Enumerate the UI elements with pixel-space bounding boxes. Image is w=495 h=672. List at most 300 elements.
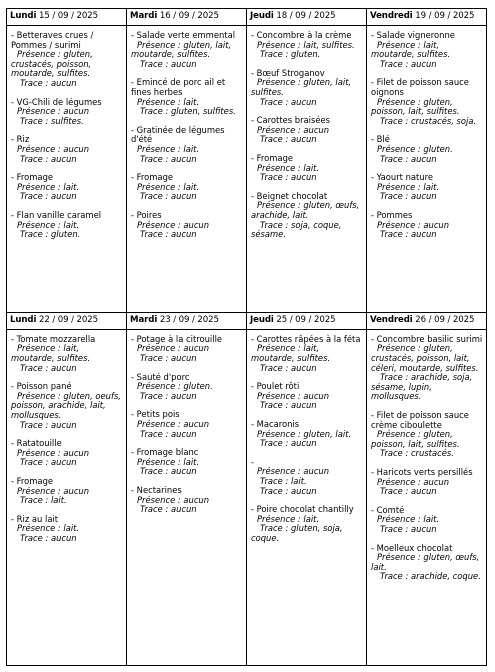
presence-label: Présence :: [377, 39, 421, 50]
dish-name: - Carottes braisées: [251, 115, 331, 126]
allergen-presence: [371, 430, 483, 449]
menu-item: [251, 154, 363, 183]
menu-item: [131, 410, 243, 439]
trace-value: aucun: [410, 58, 437, 69]
presence-value: lait, moutarde, sulfites.: [371, 39, 451, 60]
allergen-trace: [131, 505, 243, 515]
presence-label: Présence :: [257, 513, 301, 524]
menu-item: [251, 505, 363, 543]
trace-value: aucun: [50, 191, 77, 202]
menu-item: [371, 544, 483, 582]
trace-label: Trace :: [260, 96, 289, 107]
presence-value: gluten, crustacés, poisson, moutarde, sulfites.: [11, 49, 93, 79]
menu-item: [371, 173, 483, 202]
allergen-trace: [131, 155, 243, 165]
trace-label: Trace :: [20, 153, 49, 164]
presence-value: gluten, lait, sulfites.: [251, 77, 352, 97]
trace-value: aucun: [290, 485, 317, 496]
allergen-trace: [11, 155, 123, 165]
presence-value: gluten, lait.: [303, 428, 352, 439]
trace-value: aucun: [290, 172, 317, 183]
menu-item: [11, 477, 123, 506]
trace-value: sulfites.: [50, 115, 84, 126]
allergen-trace: [371, 230, 483, 240]
presence-value: lait.: [63, 181, 80, 192]
trace-label: Trace :: [20, 229, 49, 240]
allergen-presence: [251, 78, 363, 97]
trace-label: Trace :: [380, 448, 409, 459]
trace-label: Trace :: [140, 191, 169, 202]
presence-label: Présence :: [257, 39, 301, 50]
trace-label: Trace :: [380, 153, 409, 164]
trace-value: crustacés.: [410, 448, 454, 459]
allergen-trace: [11, 496, 123, 506]
dish-name: - Concombre à la crème: [251, 30, 352, 40]
dish-name: - Poire chocolat chantilly: [251, 504, 354, 515]
dish-name: - Concombre basilic surimi: [371, 333, 483, 344]
presence-label: Présence :: [257, 343, 301, 354]
presence-value: gluten, crustacés, poisson, lait, céleri, moutarde, sulfites.: [371, 343, 479, 373]
trace-value: aucun: [170, 428, 197, 439]
presence-value: lait.: [423, 514, 440, 525]
week-header-row: [7, 9, 487, 26]
weekday-label: Mardi: [130, 314, 158, 325]
trace-label: Trace :: [260, 172, 289, 183]
trace-value: aucun: [170, 191, 197, 202]
day-menu-cell: [7, 26, 127, 313]
trace-label: Trace :: [380, 58, 409, 69]
menu-item: [11, 173, 123, 202]
menu-item: [371, 506, 483, 535]
dish-name: - Riz: [11, 134, 30, 145]
allergen-trace: [11, 117, 123, 127]
menu-item: [131, 335, 243, 364]
trace-label: Trace :: [20, 115, 49, 126]
presence-label: Présence :: [17, 343, 61, 354]
allergen-trace: [251, 50, 363, 60]
trace-label: Trace :: [140, 229, 169, 240]
date-label: 23 / 09 / 2025: [159, 314, 219, 325]
allergen-trace: [131, 60, 243, 70]
trace-label: Trace :: [260, 400, 289, 411]
dish-name: -: [251, 456, 255, 467]
presence-value: lait.: [303, 162, 320, 173]
trace-label: Trace :: [260, 438, 289, 449]
trace-label: Trace :: [260, 523, 289, 534]
dish-name: - Potage à la citrouille: [131, 333, 223, 344]
presence-value: aucun: [303, 124, 330, 135]
menu-item: [251, 31, 363, 60]
dish-name: - Yaourt nature: [371, 172, 434, 183]
allergen-trace: [251, 135, 363, 145]
allergen-presence: [371, 41, 483, 60]
dish-name: - Gratinée de légumes d'été: [131, 124, 225, 145]
presence-label: Présence :: [17, 143, 61, 154]
dish-name: - Poires: [131, 209, 162, 220]
trace-label: Trace :: [140, 466, 169, 477]
trace-value: crustacés, soja.: [410, 115, 477, 126]
allergen-trace: [371, 117, 483, 127]
trace-value: gluten, soja, coque.: [251, 523, 343, 543]
menu-item: [131, 373, 243, 402]
trace-value: aucun: [410, 153, 437, 164]
allergen-trace: [11, 79, 123, 89]
dish-name: - Salade verte emmental: [131, 30, 236, 40]
presence-value: lait.: [423, 181, 440, 192]
menu-item: [371, 468, 483, 497]
trace-label: Trace :: [380, 191, 409, 202]
allergen-trace: [251, 401, 363, 411]
date-label: 19 / 09 / 2025: [415, 11, 475, 21]
trace-label: Trace :: [380, 229, 409, 240]
day-header: [7, 312, 127, 329]
trace-label: Trace :: [380, 523, 409, 534]
allergen-presence: [371, 553, 483, 572]
menu-item: [371, 411, 483, 459]
presence-label: Présence :: [137, 419, 181, 430]
presence-value: aucun: [183, 494, 210, 505]
day-header: [127, 9, 247, 26]
allergen-trace: [131, 430, 243, 440]
presence-value: lait.: [183, 143, 200, 154]
dish-name: - Nectarines: [131, 485, 182, 496]
allergen-trace: [11, 534, 123, 544]
menu-item: [11, 515, 123, 544]
menu-item: [251, 382, 363, 411]
allergen-trace: [251, 439, 363, 449]
menu-item: [371, 135, 483, 164]
weekday-label: Vendredi: [370, 11, 413, 21]
dish-name: - Poisson pané: [11, 381, 72, 392]
weekday-label: Jeudi: [250, 11, 274, 21]
day-header: [367, 312, 487, 329]
day-header: [127, 312, 247, 329]
presence-value: gluten, œufs, lait.: [371, 552, 480, 572]
presence-label: Présence :: [137, 494, 181, 505]
presence-value: aucun: [63, 447, 90, 458]
trace-value: aucun: [50, 362, 77, 373]
trace-label: Trace :: [140, 153, 169, 164]
trace-value: aucun: [290, 96, 317, 107]
allergen-presence: [371, 98, 483, 117]
menu-item: [11, 98, 123, 127]
menu-item: [251, 458, 363, 496]
presence-label: Présence :: [137, 143, 181, 154]
presence-label: Présence :: [137, 343, 181, 354]
allergen-trace: [131, 354, 243, 364]
menu-item: [131, 78, 243, 116]
trace-value: aucun: [50, 419, 77, 430]
trace-value: aucun: [170, 153, 197, 164]
menu-item: [251, 335, 363, 373]
trace-label: Trace :: [260, 476, 289, 487]
menu-item: [131, 173, 243, 202]
allergen-trace: [251, 487, 363, 497]
presence-value: lait.: [183, 96, 200, 107]
dish-name: - Beignet chocolat: [251, 190, 328, 201]
dish-name: - Fromage blanc: [131, 447, 199, 458]
dish-name: - Macaronis: [251, 419, 300, 430]
menu-item: [131, 448, 243, 477]
trace-label: Trace :: [20, 77, 49, 88]
allergen-trace: [131, 392, 243, 402]
menu-item: [131, 211, 243, 240]
presence-label: Présence :: [377, 429, 421, 440]
dish-name: - Poulet rôti: [251, 381, 300, 392]
dish-name: - Riz au lait: [11, 513, 59, 524]
dish-name: - Fromage: [11, 476, 54, 487]
trace-label: Trace :: [20, 419, 49, 430]
menu-item: [131, 126, 243, 164]
dish-name: - Betteraves crues / Pommes / surimi: [11, 30, 94, 50]
date-label: 26 / 09 / 2025: [415, 314, 475, 325]
dish-name: - Filet de poisson sauce oignons: [371, 77, 469, 97]
day-menu-cell: [127, 329, 247, 665]
presence-label: Présence :: [377, 96, 421, 107]
menu-item: [11, 439, 123, 468]
presence-value: aucun: [63, 485, 90, 496]
allergen-presence: [251, 344, 363, 363]
allergen-presence: [251, 201, 363, 220]
allergen-trace: [11, 458, 123, 468]
day-header: [247, 312, 367, 329]
presence-value: lait.: [183, 181, 200, 192]
week-header-row: [7, 312, 487, 329]
menu-item: [251, 192, 363, 240]
menu-item: [371, 211, 483, 240]
allergen-trace: [131, 192, 243, 202]
presence-label: Présence :: [377, 343, 421, 354]
menu-item: [131, 486, 243, 515]
dish-name: - Emincé de porc ail et fines herbes: [131, 77, 226, 97]
presence-label: Présence :: [257, 77, 301, 88]
trace-label: Trace :: [380, 115, 409, 126]
trace-value: aucun: [50, 457, 77, 468]
presence-label: Présence :: [257, 124, 301, 135]
presence-value: lait, moutarde, sulfites.: [251, 343, 331, 364]
dish-name: - Filet de poisson sauce crème ciboulette: [371, 410, 469, 430]
menu-item: [11, 31, 123, 89]
trace-value: aucun: [170, 353, 197, 364]
presence-label: Présence :: [17, 390, 61, 401]
trace-value: aucun: [410, 523, 437, 534]
allergen-trace: [371, 373, 483, 402]
presence-label: Présence :: [137, 96, 181, 107]
dish-name: - Pommes: [371, 209, 413, 220]
day-menu-cell: [247, 329, 367, 665]
trace-value: arachide, soja, sésame, lupin, mollusques.: [371, 372, 473, 402]
presence-label: Présence :: [137, 39, 181, 50]
trace-value: aucun: [290, 438, 317, 449]
menu-body: [7, 9, 487, 666]
menu-item: [371, 335, 483, 402]
presence-value: aucun: [63, 106, 90, 117]
trace-value: aucun: [410, 191, 437, 202]
presence-label: Présence :: [377, 181, 421, 192]
allergen-presence: [11, 344, 123, 363]
trace-value: gluten, sulfites.: [170, 106, 236, 117]
allergen-trace: [371, 525, 483, 535]
presence-label: Présence :: [17, 447, 61, 458]
allergen-presence: [371, 344, 483, 373]
day-header: [7, 9, 127, 26]
menu-table: [6, 8, 487, 666]
trace-value: lait.: [50, 495, 67, 506]
trace-label: Trace :: [20, 532, 49, 543]
allergen-trace: [371, 60, 483, 70]
weekday-label: Mardi: [130, 11, 158, 21]
trace-label: Trace :: [20, 495, 49, 506]
menu-item: [251, 420, 363, 449]
dish-name: - Bœuf Stroganov: [251, 67, 325, 78]
dish-name: - Carottes râpées à la féta: [251, 333, 361, 344]
presence-value: lait.: [63, 523, 80, 534]
menu-item: [11, 135, 123, 164]
dish-name: - Moelleux chocolat: [371, 542, 453, 553]
weekday-label: Vendredi: [370, 314, 413, 325]
presence-label: Présence :: [377, 143, 421, 154]
menu-item: [371, 31, 483, 69]
menu-item: [11, 211, 123, 240]
trace-label: Trace :: [260, 219, 289, 230]
allergen-presence: [131, 41, 243, 60]
trace-value: aucun: [410, 486, 437, 497]
trace-label: Trace :: [260, 362, 289, 373]
trace-value: aucun: [290, 400, 317, 411]
allergen-trace: [371, 449, 483, 459]
allergen-presence: [11, 50, 123, 79]
trace-value: lait.: [290, 476, 307, 487]
presence-label: Présence :: [17, 106, 61, 117]
trace-label: Trace :: [140, 353, 169, 364]
allergen-trace: [11, 192, 123, 202]
day-header: [247, 9, 367, 26]
allergen-trace: [371, 155, 483, 165]
trace-value: aucun: [170, 58, 197, 69]
presence-label: Présence :: [17, 485, 61, 496]
trace-label: Trace :: [140, 390, 169, 401]
dish-name: - Petits pois: [131, 409, 180, 420]
trace-label: Trace :: [140, 106, 169, 117]
presence-value: lait, moutarde, sulfites.: [11, 343, 91, 364]
date-label: 18 / 09 / 2025: [276, 11, 336, 21]
presence-label: Présence :: [137, 456, 181, 467]
allergen-trace: [251, 98, 363, 108]
allergen-trace: [11, 364, 123, 374]
trace-label: Trace :: [380, 571, 409, 582]
day-header: [367, 9, 487, 26]
trace-label: Trace :: [140, 504, 169, 515]
trace-label: Trace :: [260, 49, 289, 60]
trace-label: Trace :: [20, 457, 49, 468]
allergen-trace: [131, 230, 243, 240]
week-menu-row: [7, 26, 487, 313]
trace-label: Trace :: [260, 485, 289, 496]
trace-value: aucun: [290, 362, 317, 373]
trace-value: aucun: [290, 134, 317, 145]
menu-item: [251, 69, 363, 107]
allergen-trace: [11, 230, 123, 240]
presence-value: gluten, lait, moutarde, sulfites.: [131, 39, 232, 60]
presence-label: Présence :: [17, 49, 61, 60]
allergen-trace: [11, 421, 123, 431]
day-menu-cell: [247, 26, 367, 313]
weekday-label: Jeudi: [250, 314, 274, 325]
menu-item: [251, 116, 363, 145]
trace-label: Trace :: [20, 191, 49, 202]
day-menu-cell: [127, 26, 247, 313]
dish-name: - Blé: [371, 134, 390, 145]
trace-value: aucun: [50, 532, 77, 543]
presence-label: Présence :: [137, 219, 181, 230]
menu-item: [371, 78, 483, 126]
presence-value: gluten, œufs, arachide, lait.: [251, 200, 360, 220]
trace-label: Trace :: [380, 486, 409, 497]
trace-value: aucun: [170, 229, 197, 240]
trace-label: Trace :: [140, 428, 169, 439]
weekday-label: Lundi: [10, 314, 37, 325]
presence-label: Présence :: [257, 466, 301, 477]
presence-value: gluten, poisson, lait, sulfites.: [371, 429, 460, 449]
presence-label: Présence :: [137, 181, 181, 192]
presence-value: aucun: [183, 219, 210, 230]
dish-name: - Flan vanille caramel: [11, 209, 102, 220]
allergen-presence: [11, 392, 123, 421]
presence-value: lait, sulfites.: [303, 39, 355, 50]
dish-name: - Fromage: [11, 172, 54, 183]
dish-name: - Comté: [371, 504, 405, 515]
trace-value: gluten.: [50, 229, 81, 240]
menu-item: [11, 335, 123, 373]
trace-value: aucun: [170, 504, 197, 515]
presence-value: lait.: [63, 219, 80, 230]
allergen-trace: [251, 173, 363, 183]
dish-name: - Ratatouille: [11, 438, 62, 449]
presence-label: Présence :: [377, 552, 421, 563]
allergen-trace: [131, 107, 243, 117]
date-label: 25 / 09 / 2025: [276, 314, 336, 325]
allergen-trace: [131, 467, 243, 477]
presence-value: aucun: [303, 466, 330, 477]
presence-value: lait.: [183, 456, 200, 467]
presence-value: aucun: [183, 419, 210, 430]
trace-label: Trace :: [260, 134, 289, 145]
presence-value: gluten, oeufs, poisson, arachide, lait, mollusques.: [11, 390, 121, 421]
presence-label: Présence :: [377, 476, 421, 487]
allergen-trace: [251, 524, 363, 543]
presence-label: Présence :: [257, 428, 301, 439]
presence-label: Présence :: [17, 219, 61, 230]
presence-label: Présence :: [377, 219, 421, 230]
allergen-trace: [371, 487, 483, 497]
dish-name: - Sauté d'porc: [131, 371, 190, 382]
day-menu-cell: [7, 329, 127, 665]
dish-name: - VG-Chili de légumes: [11, 96, 102, 107]
trace-label: Trace :: [140, 58, 169, 69]
trace-value: aucun: [410, 229, 437, 240]
trace-label: Trace :: [20, 362, 49, 373]
presence-label: Présence :: [377, 514, 421, 525]
week-menu-row: [7, 329, 487, 665]
presence-label: Présence :: [257, 162, 301, 173]
date-label: 22 / 09 / 2025: [38, 314, 99, 325]
presence-label: Présence :: [257, 200, 301, 211]
presence-label: Présence :: [17, 523, 61, 534]
trace-value: aucun: [50, 77, 77, 88]
presence-value: gluten.: [423, 143, 453, 154]
dish-name: - Tomate mozzarella: [11, 333, 96, 344]
day-menu-cell: [367, 329, 487, 665]
